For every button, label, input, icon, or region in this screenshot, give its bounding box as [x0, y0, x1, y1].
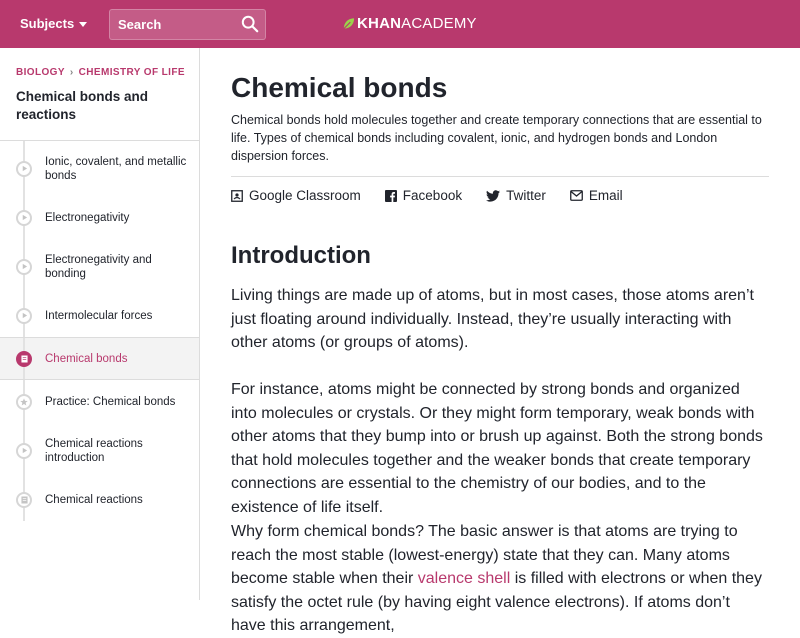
- play-icon: [16, 443, 32, 459]
- sidebar-item-label: Chemical bonds: [45, 352, 128, 365]
- search-input[interactable]: [110, 10, 235, 39]
- twitter-share-button[interactable]: [486, 188, 546, 203]
- subjects-menu-button[interactable]: [20, 16, 87, 31]
- subjects-label: Subjects: [20, 16, 75, 31]
- sidebar-item-label: Ionic, covalent, and metallic bonds: [45, 155, 187, 182]
- sidebar-item-label: Chemical reactions: [45, 493, 143, 506]
- google-classroom-share-button[interactable]: [231, 188, 361, 203]
- sidebar-item-practice-chemical-bonds[interactable]: [0, 380, 199, 423]
- email-icon: [570, 190, 583, 201]
- lesson-list: [0, 140, 199, 521]
- share-label: Facebook: [402, 188, 463, 203]
- paragraph: For instance, atoms might be connected by strong bonds and organized into molecules or crystals. Or they might form temporary, weak bonds with other atoms that they bump into or brush up against. Both the strong bonds that hold molecules together and the weaker bonds that create temporary connections are essential to the chemistry of our bodies, and to the existence of life itself.: [231, 381, 763, 516]
- share-bar: [231, 188, 647, 203]
- sidebar-item-ionic-covalent-metallic[interactable]: [0, 141, 199, 196]
- section-heading: Introduction: [231, 242, 371, 269]
- logo-text-bold: KHAN: [357, 15, 402, 32]
- chevron-down-icon: [79, 22, 87, 27]
- valence-shell-link[interactable]: valence shell: [417, 570, 511, 587]
- logo-text-light: ACADEMY: [401, 15, 477, 32]
- play-icon: [16, 210, 32, 226]
- divider: [231, 176, 769, 177]
- sidebar-item-chemical-bonds[interactable]: [0, 337, 199, 380]
- paragraph-text: is filled with electrons or when they satisfy the octet rule (by having eight valence electrons). If atoms don’t have this arrangement,: [231, 570, 762, 634]
- share-label: Email: [588, 188, 623, 203]
- search-icon[interactable]: [241, 15, 259, 33]
- sidebar-item-label: Chemical reactions introduction: [45, 437, 143, 464]
- khan-academy-logo[interactable]: [342, 15, 477, 32]
- play-icon: [16, 308, 32, 324]
- breadcrumb: [16, 67, 185, 78]
- google-classroom-icon: [231, 190, 243, 202]
- article-icon: [16, 351, 32, 367]
- page-description: Chemical bonds hold molecules together and create temporary connections that are essential to life. Types of chemical bonds including covalent, ionic, and hydrogen bonds and London dispersion forces.: [231, 113, 762, 163]
- share-label: Google Classroom: [249, 188, 361, 203]
- email-share-button[interactable]: [570, 188, 623, 203]
- paragraph: Living things are made up of atoms, but in most cases, those atoms aren’t just floating around individually. Instead, they’re usually interacting with other atoms (or groups of atoms).: [231, 287, 754, 351]
- twitter-icon: [486, 190, 500, 202]
- leaf-logo-icon: [342, 17, 355, 31]
- sidebar-item-electronegativity-bonding[interactable]: [0, 239, 199, 294]
- article-icon: [16, 492, 32, 508]
- play-icon: [16, 161, 32, 177]
- sidebar-item-label: Practice: Chemical bonds: [45, 395, 176, 408]
- unit-title[interactable]: Chemical bonds and reactions: [16, 89, 149, 122]
- sidebar-item-label: Electronegativity and bonding: [45, 253, 152, 280]
- breadcrumb-biology[interactable]: BIOLOGY: [16, 67, 65, 78]
- facebook-share-button[interactable]: [385, 188, 462, 203]
- star-icon: [16, 394, 32, 410]
- sidebar-item-label: Electronegativity: [45, 211, 130, 224]
- page-title: Chemical bonds: [231, 72, 448, 103]
- top-nav-bar: [0, 0, 800, 48]
- sidebar-item-intermolecular-forces[interactable]: [0, 294, 199, 337]
- play-icon: [16, 259, 32, 275]
- chevron-right-icon: ›: [69, 67, 74, 78]
- sidebar-item-electronegativity[interactable]: [0, 196, 199, 239]
- sidebar-item-chemical-reactions-intro[interactable]: [0, 423, 199, 478]
- sidebar-item-chemical-reactions[interactable]: [0, 478, 199, 521]
- breadcrumb-chemistry-of-life[interactable]: CHEMISTRY OF LIFE: [78, 67, 185, 78]
- share-label: Twitter: [506, 188, 546, 203]
- sidebar-item-label: Intermolecular forces: [45, 309, 153, 322]
- search-box: [109, 9, 266, 40]
- facebook-icon: [385, 190, 397, 202]
- unit-sidebar: [0, 48, 200, 600]
- paragraph-text: Why form chemical bonds? The basic answer is that atoms are trying to reach the most stable (lowest-energy) state that they can. Many atoms become stable when their: [231, 523, 738, 587]
- paragraph: [231, 520, 769, 638]
